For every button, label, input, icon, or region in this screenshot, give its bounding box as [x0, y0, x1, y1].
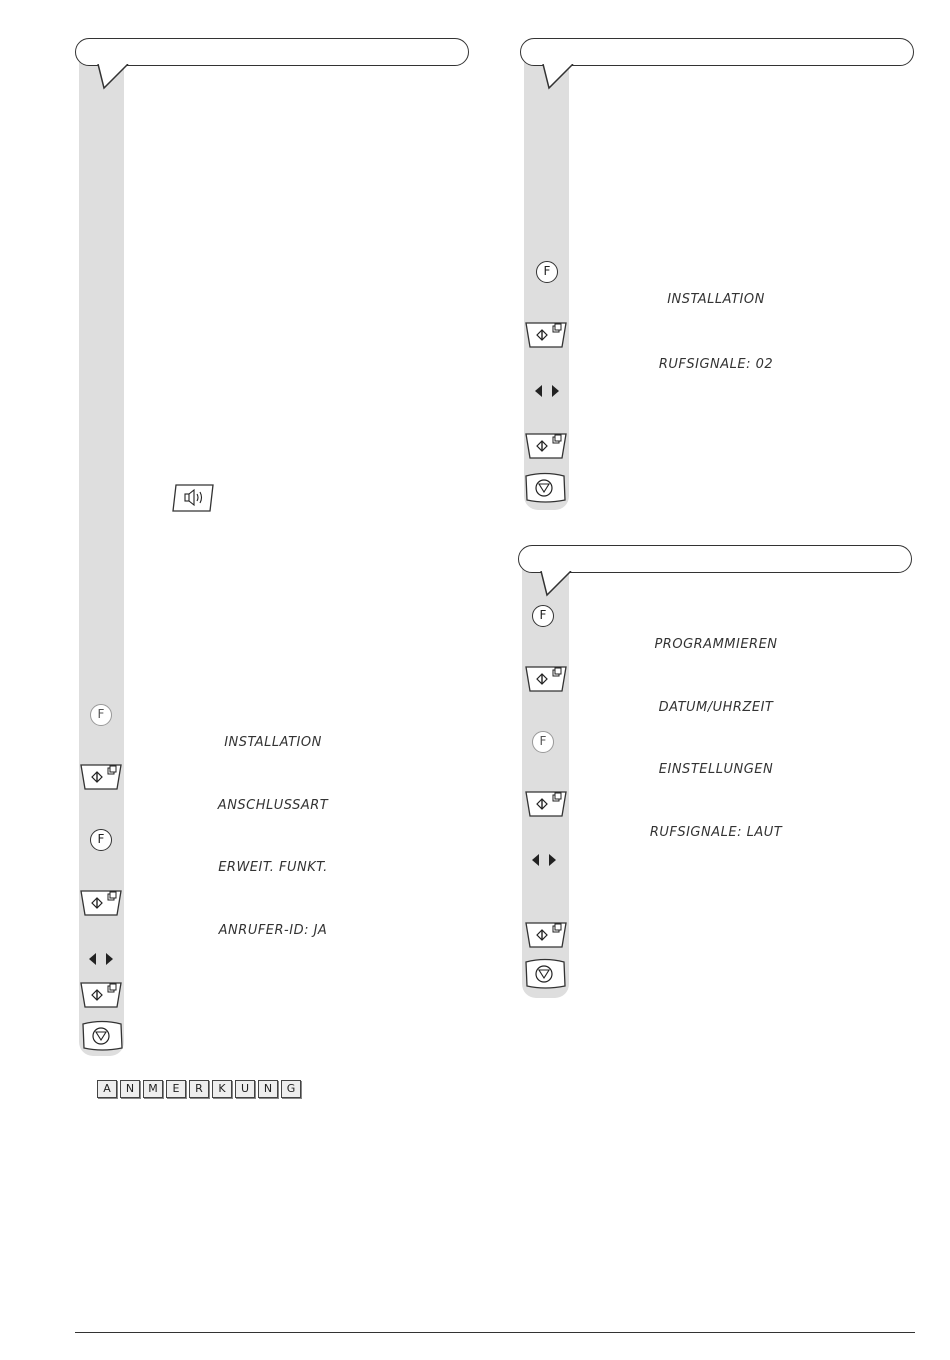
stop-key-icon[interactable] [523, 958, 567, 990]
display-line-1: PROGRAMMIEREN [654, 637, 778, 652]
display-line-3: ERWEIT. FUNKT. [218, 860, 328, 875]
note-label [97, 1080, 301, 1098]
stop-key-icon[interactable] [523, 472, 567, 504]
ok-key-icon[interactable] [524, 921, 568, 949]
f-key-label: F [97, 707, 105, 721]
note-letter: N [120, 1080, 140, 1098]
right-top-heading-bubble [520, 38, 914, 66]
f-circle-icon[interactable] [532, 605, 554, 627]
left-right-arrows-icon[interactable] [534, 384, 560, 398]
note-letter: R [189, 1080, 209, 1098]
note-letter: A [97, 1080, 117, 1098]
note-letter: G [281, 1080, 301, 1098]
left-right-arrows-icon[interactable] [531, 853, 557, 867]
right-bottom-bubble-tail [535, 571, 575, 599]
stop-key-icon[interactable] [80, 1020, 124, 1052]
ok-key-icon[interactable] [79, 763, 123, 791]
left-bubble-tail [92, 64, 132, 92]
note-letter: M [143, 1080, 163, 1098]
display-line-2: ANSCHLUSSART [217, 798, 329, 813]
f-key-label: F [543, 264, 551, 278]
f-key-label: F [539, 734, 547, 748]
note-letter: N [258, 1080, 278, 1098]
left-heading-bubble [75, 38, 469, 66]
ok-key-icon[interactable] [79, 889, 123, 917]
f-circle-icon[interactable] [90, 704, 112, 726]
note-letter: U [235, 1080, 255, 1098]
ok-key-icon[interactable] [524, 432, 568, 460]
display-line-3: EINSTELLUNGEN [658, 762, 774, 777]
display-line-1: INSTALLATION [667, 292, 765, 307]
f-key-label: F [539, 608, 547, 622]
f-circle-icon[interactable] [90, 829, 112, 851]
ok-key-icon[interactable] [524, 790, 568, 818]
ok-key-icon[interactable] [79, 981, 123, 1009]
left-right-arrows-icon[interactable] [88, 952, 114, 966]
f-key-label: F [97, 832, 105, 846]
ok-key-icon[interactable] [524, 321, 568, 349]
ok-key-icon[interactable] [524, 665, 568, 693]
speaker-key-icon[interactable] [170, 482, 216, 514]
f-circle-icon[interactable] [532, 731, 554, 753]
footer-rule [75, 1332, 915, 1333]
note-letter: E [166, 1080, 186, 1098]
right-top-bubble-tail [537, 64, 577, 92]
display-line-1: INSTALLATION [224, 735, 322, 750]
display-line-4: ANRUFER-ID: JA [218, 923, 328, 938]
right-bottom-heading-bubble [518, 545, 912, 573]
display-line-2: RUFSIGNALE: 02 [658, 357, 774, 372]
f-circle-icon[interactable] [536, 261, 558, 283]
display-line-4: RUFSIGNALE: LAUT [649, 825, 783, 840]
display-line-2: DATUM/UHRZEIT [658, 700, 774, 715]
note-letter: K [212, 1080, 232, 1098]
